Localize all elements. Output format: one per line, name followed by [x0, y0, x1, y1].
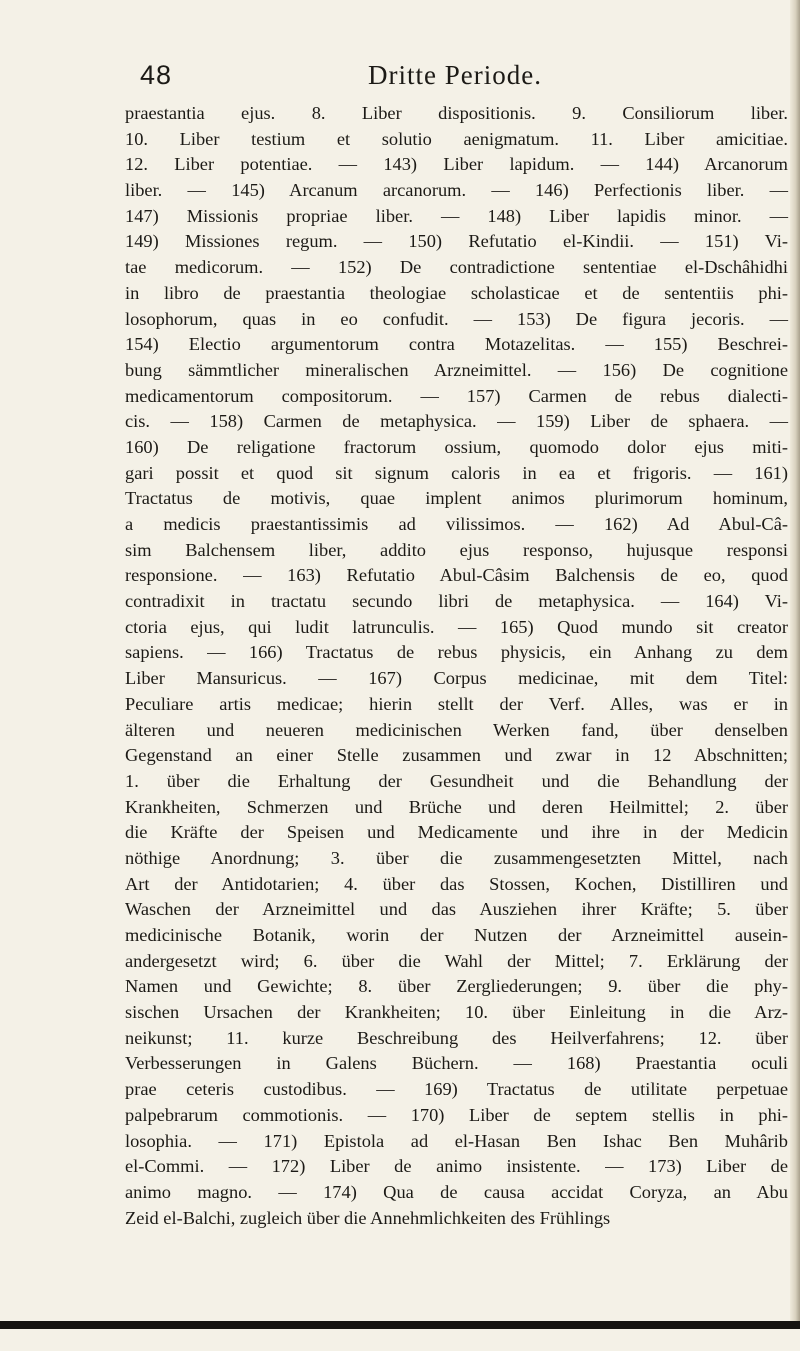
text-line: älteren und neueren medicinischen Werken fand, über denselben — [125, 719, 788, 740]
text-line: a medicis praestantissimis ad vilissimos. — 162) Ad Abul-Câ- — [125, 514, 788, 534]
text-line: Waschen der Arzneimittel und das Ausziehen ihrer Kräfte; 5. über — [125, 899, 788, 920]
text-line: sim Balchensem liber, addito ejus responso, hujusque responsi — [125, 539, 788, 560]
text-line: 149) Missiones regum. — 150) Refutatio el-Kindii. — 151) Vi- — [125, 231, 788, 252]
text-line: losophia. — 171) Epistola ad el-Hasan Ben Ishac Ben Muhârib — [125, 1130, 788, 1151]
text-line: 10. Liber testium et solutio aenigmatum. 11. Liber amicitiae. — [125, 128, 788, 149]
text-line: ctoria ejus, qui ludit latrunculis. — 165) Quod mundo sit creator — [125, 616, 788, 637]
text-line: 154) Electio argumentorum contra Motazelitas. — 155) Beschrei- — [125, 334, 788, 355]
text-line: responsione. — 163) Refutatio Abul-Câsim Balchensis de eo, quod — [125, 565, 788, 586]
text-line: sischen Ursachen der Krankheiten; 10. über Einleitung in die Arz- — [125, 1002, 788, 1023]
text-line: Zeid el-Balchi, zugleich über die Annehmlichkeiten des Frühlings — [125, 1207, 611, 1228]
text-line: Liber Mansuricus. — 167) Corpus medicinae, mit dem Titel: — [125, 668, 788, 689]
text-line: el-Commi. — 172) Liber de animo insistente. — 173) Liber de — [125, 1156, 788, 1177]
text-line: animo magno. — 174) Qua de causa accidat Coryza, an Abu — [125, 1181, 788, 1202]
text-line: 12. Liber potentiae. — 143) Liber lapidum. — 144) Arcanorum — [125, 154, 788, 175]
text-line: medicamentorum compositorum. — 157) Carmen de rebus dialecti- — [125, 385, 788, 406]
text-line: contradixit in tractatu secundo libri de metaphysica. — 164) Vi- — [125, 591, 788, 612]
text-line: die Kräfte der Speisen und Medicamente und ihre in der Medicin — [125, 822, 788, 843]
text-line: neikunst; 11. kurze Beschreibung des Heilverfahrens; 12. über — [125, 1027, 788, 1048]
bottom-margin — [0, 1329, 800, 1351]
bottom-border-rule — [0, 1321, 800, 1329]
text-line: nöthige Anordnung; 3. über die zusammengesetzten Mittel, nach — [125, 847, 788, 868]
running-head-title: Dritte Periode. — [368, 60, 542, 90]
text-line: prae ceteris custodibus. — 169) Tractatus de utilitate perpetuae — [125, 1079, 788, 1100]
text-line: gari possit et quod sit signum caloris in ea et frigoris. — 161) — [125, 462, 788, 483]
text-line: Peculiare artis medicae; hierin stellt der Verf. Alles, was er in — [125, 693, 788, 714]
page-number: 48 — [140, 60, 173, 90]
text-line: bung sämmtlicher mineralischen Arzneimittel. — 156) De cognitione — [125, 359, 788, 380]
text-line: Gegenstand an einer Stelle zusammen und zwar in 12 Abschnitten; — [125, 745, 788, 766]
text-line: praestantia ejus. 8. Liber dispositionis. 9. Consiliorum liber. — [125, 103, 788, 123]
text-line: Verbesserungen in Galens Büchern. — 168) Praestantia oculi — [125, 1053, 788, 1074]
text-line: Namen und Gewichte; 8. über Zergliederungen; 9. über die phy- — [125, 976, 788, 997]
text-line: medicinische Botanik, worin der Nutzen der Arzneimittel ausein- — [125, 925, 788, 945]
text-line: Krankheiten, Schmerzen und Brüche und deren Heilmittel; 2. über — [125, 796, 788, 817]
text-line: cis. — 158) Carmen de metaphysica. — 159) Liber de sphaera. — — [125, 411, 788, 432]
text-line: tae medicorum. — 152) De contradictione sententiae el-Dschâhidhi — [125, 257, 788, 278]
text-line: 147) Missionis propriae liber. — 148) Liber lapidis minor. — — [125, 205, 788, 226]
text-line: Art der Antidotarien; 4. über das Stossen, Kochen, Distilliren und — [125, 873, 788, 894]
text-line: Tractatus de motivis, quae implent animos plurimorum hominum, — [125, 488, 788, 509]
body-text — [125, 101, 788, 1231]
page-edge-shadow — [790, 0, 800, 1351]
text-line: 1. über die Erhaltung der Gesundheit und die Behandlung der — [125, 770, 788, 791]
text-line: losophorum, quas in eo confudit. — 153) De figura jecoris. — — [125, 308, 788, 329]
text-line: in libro de praestantia theologiae scholasticae et de sententiis phi- — [125, 282, 788, 303]
text-line: palpebrarum commotionis. — 170) Liber de septem stellis in phi- — [125, 1104, 788, 1125]
text-line: liber. — 145) Arcanum arcanorum. — 146) Perfectionis liber. — — [125, 180, 788, 201]
page-header — [0, 60, 800, 100]
text-line: sapiens. — 166) Tractatus de rebus physicis, ein Anhang zu dem — [125, 642, 788, 663]
text-line: 160) De religatione fractorum ossium, quomodo dolor ejus miti- — [125, 436, 788, 457]
text-line: andergesetzt wird; 6. über die Wahl der Mittel; 7. Erklärung der — [125, 950, 788, 971]
